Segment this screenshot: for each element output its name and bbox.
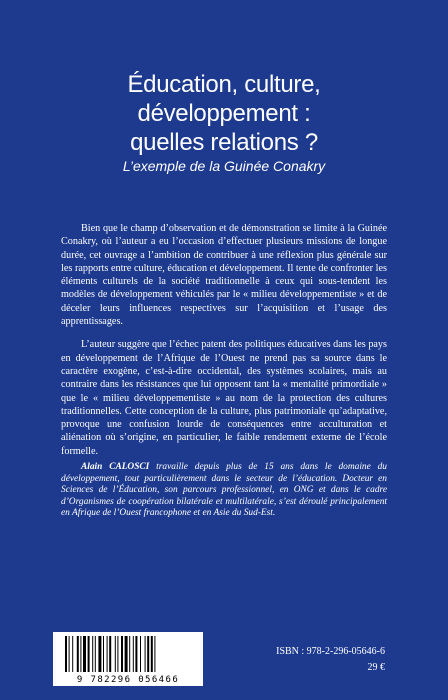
author-bio-text: travaille depuis plus de 15 ans dans le domaine du développement, tout particulièrement dans le secteur de l’éducation. Docteur en Sciences de l’Éducation, son parcours professionnel, en ONG et dans le cadre d’Organismes de coopération bilatérale et multilatérale, s’est déroulé principalement en Afrique de l’Ouest francophone et en Asie du Sud-Est. <box>61 462 387 519</box>
barcode-bars <box>63 636 193 672</box>
isbn: ISBN : 978-2-296-05646-6 <box>276 646 385 657</box>
title-line-3: quelles relations ? <box>130 129 318 156</box>
price: 29 € <box>367 662 385 673</box>
title-line-1: Éducation, culture, <box>127 71 321 98</box>
book-title <box>0 70 448 157</box>
barcode <box>53 632 203 686</box>
author-name: Alain CALOSCI <box>81 462 150 472</box>
title-line-2: développement : <box>137 100 311 127</box>
book-subtitle: L’exemple de la Guinée Conakry <box>122 158 326 174</box>
barcode-digits: 9 782296 056466 <box>76 675 180 685</box>
author-bio <box>61 462 387 520</box>
summary-paragraph-1: Bien que le champ d’observation et de démonstration se limite à la Guinée Conakry, où l’auteur a eu l’occasion d’effectuer plusieurs missions de longue durée, cet ouvrage a l’ambition de contribuer à une réflexion plus générale sur les rapports entre culture, éducation et développement. Il tente de confronter les éléments culturels de la société traditionnelle à ceux qui sous-tendent les modèles de développement véhiculés par le « milieu développementiste » et de déceler leurs influences respectives sur l’acquisition et l’usage des apprentissages. <box>61 223 387 328</box>
summary-text <box>61 222 387 458</box>
summary-paragraph-2: L’auteur suggère que l’échec patent des politiques éducatives dans les pays en développement de l’Afrique de l’Ouest ne prend pas sa source dans le caractère exogène, c’est-à-dire occidental, des systèmes scolaires, mais au contraire dans les résistances que lui opposent tant la « mentalité primordiale » que le « milieu développementiste » au nom de la protection des cultures traditionnelles. Cette conception de la culture, plus patrimoniale qu’adaptative, provoque une confusion lourde de conséquences entre acculturation et aliénation où s’origine, en particulier, le faible rendement externe de l’école formelle. <box>61 339 387 457</box>
